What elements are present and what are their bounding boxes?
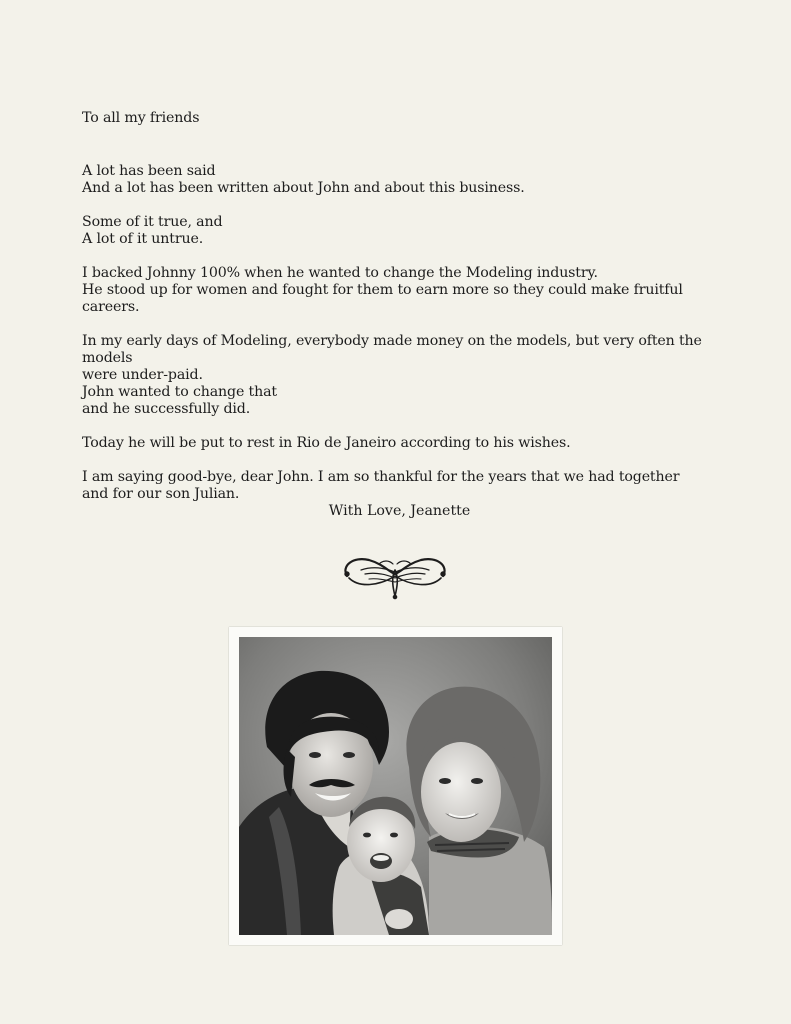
paragraph-line: A lot of it untrue. <box>82 231 204 247</box>
paragraph-5 <box>82 435 732 452</box>
paragraph-line: He stood up for women and fought for them to earn more so they could make fruitful careers. <box>82 282 688 315</box>
family-portrait-photo <box>239 637 552 935</box>
paragraph-line: In my early days of Modeling, everybody made money on the models, but very often the models <box>82 333 707 366</box>
paragraph-1 <box>82 163 732 197</box>
paragraph-line: Some of it true, and <box>82 214 223 230</box>
paragraph-4 <box>82 333 732 418</box>
paragraph-line: and for our son Julian. <box>82 486 240 502</box>
flourish-ornament-icon <box>339 548 451 600</box>
paragraph-line: Today he will be put to rest in Rio de Janeiro according to his wishes. <box>82 435 571 451</box>
paragraph-line: John wanted to change that <box>82 384 277 400</box>
paragraph-line: I backed Johnny 100% when he wanted to change the Modeling industry. <box>82 265 598 281</box>
paragraph-line: and he successfully did. <box>82 401 251 417</box>
salutation: To all my friends <box>82 110 200 126</box>
paragraph-line: And a lot has been written about John and about this business. <box>82 180 525 196</box>
paragraph-line: A lot has been said <box>82 163 216 179</box>
paragraph-3 <box>82 265 732 316</box>
paragraph-2 <box>82 214 732 248</box>
paragraph-line: were under-paid. <box>82 367 203 383</box>
signoff: With Love, Jeanette <box>328 503 471 519</box>
paragraph-6 <box>82 469 732 503</box>
paragraph-line: I am saying good-bye, dear John. I am so thankful for the years that we had together <box>82 469 680 485</box>
photo-frame <box>229 627 562 945</box>
letter-body <box>82 110 732 520</box>
